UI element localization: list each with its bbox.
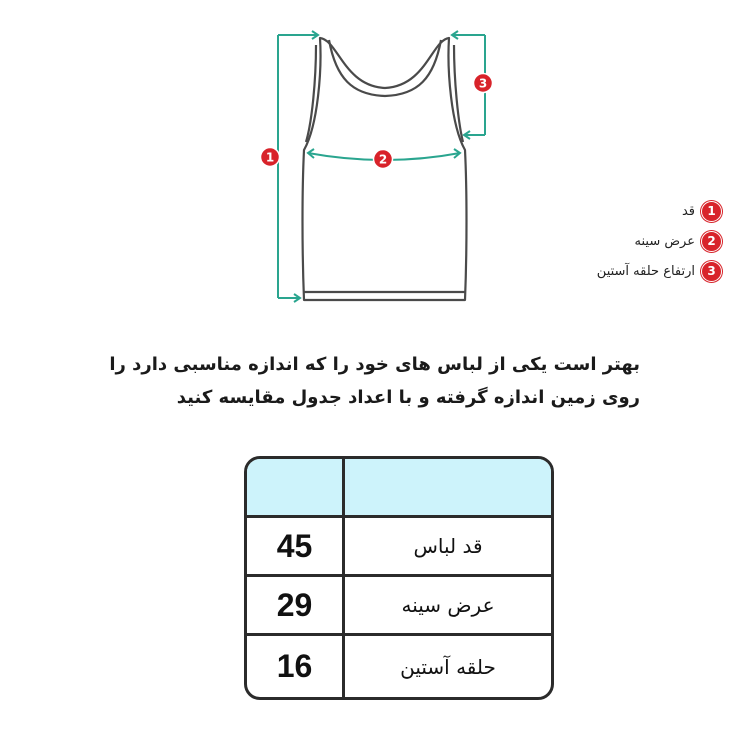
legend-label: عرض سینه — [634, 233, 695, 249]
marker-2 — [374, 150, 393, 169]
value-cell: 16 — [247, 636, 345, 697]
svg-text:3: 3 — [478, 76, 488, 91]
measurement-instruction — [60, 348, 640, 414]
value-cell: 29 — [247, 577, 345, 633]
table-row — [247, 577, 551, 636]
legend-badge: 3 — [701, 261, 722, 282]
table-row — [247, 636, 551, 697]
table-header — [247, 459, 551, 518]
legend-item-chest — [597, 226, 722, 256]
instruction-line-1: بهتر است یکی از لباس های خود را که اندازه مناسبی دارد را — [109, 354, 640, 375]
svg-text:1: 1 — [265, 150, 275, 165]
header-label-cell — [345, 459, 551, 515]
instruction-line-2: روی زمین اندازه گرفته و با اعداد جدول مقایسه کنید — [176, 387, 640, 408]
tank-top-diagram — [0, 0, 750, 340]
table-row — [247, 518, 551, 577]
legend-item-length — [597, 196, 722, 226]
marker-1 — [261, 148, 280, 167]
legend-label: قد — [681, 203, 695, 219]
label-cell: قد لباس — [413, 534, 483, 558]
legend-item-armhole — [597, 256, 722, 286]
legend-badge: 1 — [701, 201, 722, 222]
header-value-cell — [247, 459, 345, 515]
measurement-legend — [597, 196, 722, 286]
label-cell: عرض سینه — [401, 593, 495, 617]
size-table — [244, 456, 554, 700]
svg-text:2: 2 — [378, 152, 388, 167]
legend-badge: 2 — [701, 231, 722, 252]
marker-3 — [474, 74, 493, 93]
label-cell: حلقه آستین — [400, 654, 496, 679]
legend-label: ارتفاع حلقه آستین — [596, 263, 695, 279]
value-cell: 45 — [247, 518, 345, 574]
